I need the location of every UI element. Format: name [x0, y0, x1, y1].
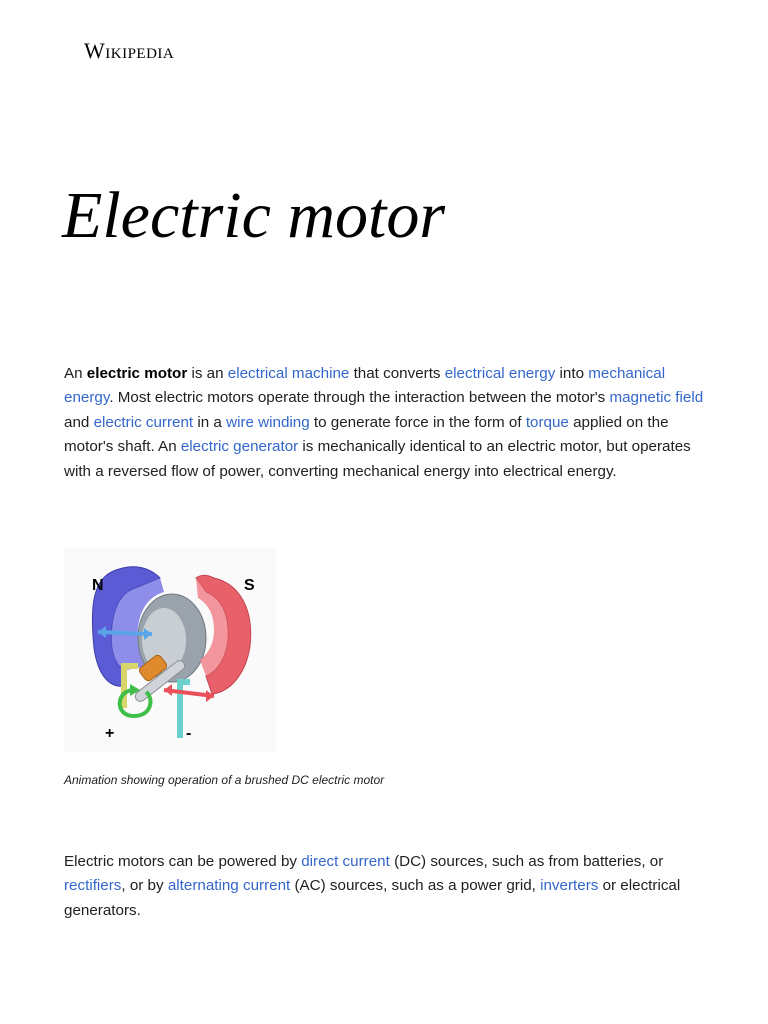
force-arrow-north-icon: [98, 632, 152, 634]
link-electrical-energy[interactable]: electrical energy: [444, 365, 556, 382]
wikipedia-logo[interactable]: Wikipedia: [84, 38, 175, 63]
arrowhead-icon: [164, 684, 172, 696]
text-run: (AC) sources, such as a power grid,: [290, 877, 541, 895]
link-mechanical-energy[interactable]: mechanical energy: [64, 365, 666, 407]
motor-illustration: [64, 548, 276, 752]
intro-paragraph: [64, 362, 704, 484]
negative-terminal-label: -: [186, 725, 192, 742]
link-torque[interactable]: torque: [525, 413, 569, 431]
figure-caption: Animation showing operation of a brushed DC electric motor: [64, 773, 385, 787]
text-run: to generate force in the form of: [309, 413, 526, 431]
text-run: or electrical generators.: [64, 877, 681, 919]
text-run: that converts: [349, 365, 445, 382]
link-inverters[interactable]: inverters: [540, 877, 599, 895]
text-run: (DC) sources, such as from batteries, or: [389, 853, 664, 870]
link-alternating-current[interactable]: alternating current: [167, 877, 291, 895]
motor-animation-image[interactable]: [64, 548, 276, 752]
north-label: N: [92, 577, 104, 594]
link-electric-current[interactable]: electric current: [93, 413, 194, 431]
text-run: in a: [193, 413, 227, 431]
text-run: into: [555, 365, 589, 382]
text-run: applied on the motor's shaft. An: [64, 413, 669, 456]
link-direct-current[interactable]: direct current: [301, 853, 390, 870]
text-run: An: [64, 365, 87, 382]
bold-term: electric motor: [86, 365, 188, 382]
text-run: , or by: [121, 877, 168, 895]
link-magnetic-field[interactable]: magnetic field: [609, 389, 704, 407]
link-rectifiers[interactable]: rectifiers: [64, 877, 122, 895]
positive-terminal-label: +: [105, 725, 115, 742]
page-title: Electric motor: [62, 179, 446, 252]
link-wire-winding[interactable]: wire winding: [226, 413, 310, 431]
power-sources-paragraph: [64, 850, 704, 923]
text-run: is mechanically identical to an electric motor, but operates with a reversed flow of power, converting mechanical energy into electrical energy.: [64, 438, 691, 480]
south-label: S: [244, 577, 255, 594]
text-run: Electric motors can be powered by: [64, 853, 302, 870]
link-electrical-machine[interactable]: electrical machine: [227, 365, 350, 382]
link-electric-generator[interactable]: electric generator: [180, 438, 299, 456]
text-run: is an: [187, 365, 228, 382]
text-run: and: [64, 413, 94, 431]
text-run: . Most electric motors operate through the interaction between the motor's: [109, 389, 610, 407]
